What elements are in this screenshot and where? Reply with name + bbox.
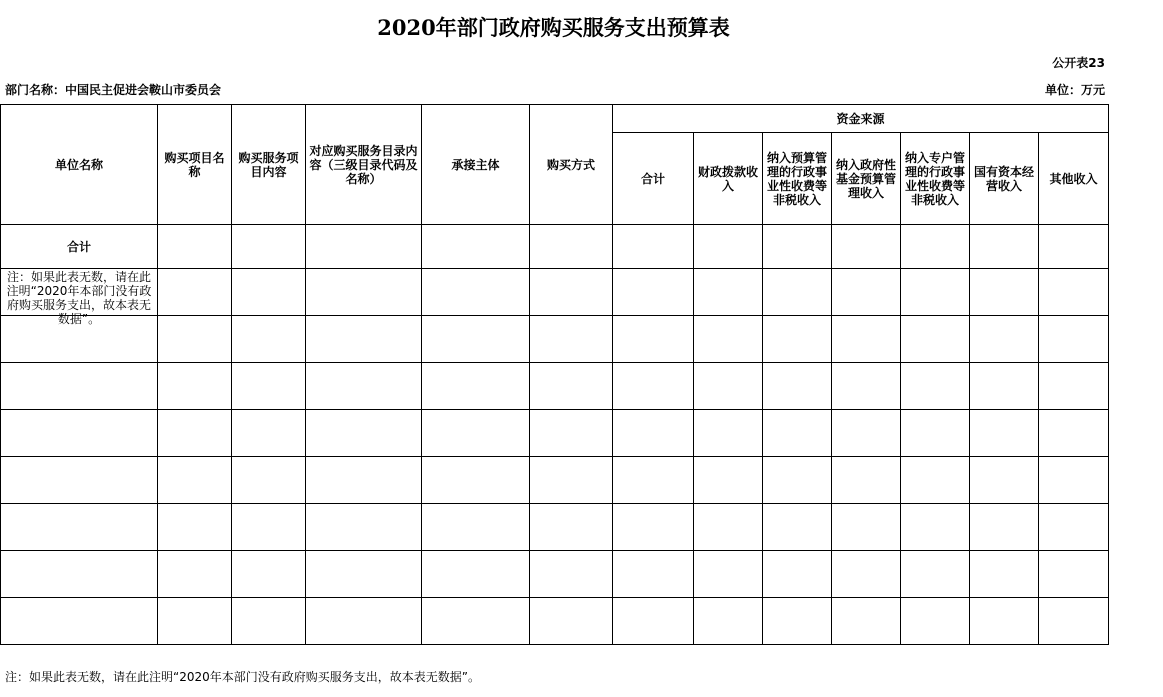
table-row	[1, 410, 1109, 457]
table-cell[interactable]	[1039, 598, 1109, 645]
header-undertaker: 承接主体	[422, 105, 530, 225]
table-cell[interactable]	[901, 504, 970, 551]
table-cell[interactable]	[901, 363, 970, 410]
table-cell[interactable]	[832, 363, 901, 410]
table-cell[interactable]	[901, 598, 970, 645]
table-cell[interactable]	[763, 269, 832, 316]
table-cell[interactable]	[763, 457, 832, 504]
table-cell[interactable]	[1, 504, 158, 551]
table-cell[interactable]	[530, 225, 613, 269]
header-special-account: 纳入专户管理的行政事业性收费等非税收入	[901, 133, 970, 225]
header-other: 其他收入	[1039, 133, 1109, 225]
table-cell[interactable]	[306, 269, 422, 316]
table-cell[interactable]	[306, 363, 422, 410]
table-cell[interactable]	[232, 504, 306, 551]
table-cell[interactable]	[1039, 363, 1109, 410]
table-cell[interactable]	[970, 598, 1039, 645]
table-cell[interactable]	[158, 598, 232, 645]
table-cell[interactable]	[232, 316, 306, 363]
table-cell[interactable]	[694, 457, 763, 504]
table-cell[interactable]	[1, 598, 158, 645]
table-cell[interactable]	[422, 225, 530, 269]
table-cell[interactable]	[232, 363, 306, 410]
table-cell[interactable]	[694, 269, 763, 316]
table-cell[interactable]	[306, 410, 422, 457]
table-cell[interactable]	[422, 504, 530, 551]
table-cell[interactable]	[763, 551, 832, 598]
table-cell[interactable]	[613, 598, 694, 645]
table-cell[interactable]	[1039, 457, 1109, 504]
table-cell[interactable]	[232, 225, 306, 269]
table-cell[interactable]	[232, 457, 306, 504]
table-number: 公开表23	[1052, 56, 1105, 70]
table-cell[interactable]	[1039, 225, 1109, 269]
table-cell[interactable]	[1, 457, 158, 504]
table-cell[interactable]	[530, 363, 613, 410]
table-cell[interactable]	[901, 410, 970, 457]
table-cell[interactable]	[306, 316, 422, 363]
table-cell[interactable]	[1, 551, 158, 598]
header-service-content: 购买服务项目内容	[232, 105, 306, 225]
table-cell[interactable]	[306, 551, 422, 598]
table-cell[interactable]	[694, 225, 763, 269]
header-state-capital: 国有资本经营收入	[970, 133, 1039, 225]
table-cell[interactable]	[530, 598, 613, 645]
table-row	[1, 457, 1109, 504]
table-cell[interactable]	[1039, 551, 1109, 598]
table-cell[interactable]	[232, 269, 306, 316]
table-cell[interactable]	[1039, 410, 1109, 457]
budget-table	[0, 104, 1109, 645]
table-cell[interactable]	[232, 551, 306, 598]
table-cell[interactable]	[613, 363, 694, 410]
table-cell[interactable]	[158, 316, 232, 363]
table-cell[interactable]	[832, 269, 901, 316]
table-cell[interactable]	[763, 410, 832, 457]
table-cell[interactable]	[763, 598, 832, 645]
table-cell[interactable]	[306, 225, 422, 269]
table-cell[interactable]	[763, 363, 832, 410]
table-row	[1, 269, 1109, 316]
table-row	[1, 551, 1109, 598]
table-cell[interactable]	[613, 504, 694, 551]
table-cell[interactable]	[422, 457, 530, 504]
table-cell[interactable]	[613, 316, 694, 363]
table-cell[interactable]	[970, 457, 1039, 504]
table-cell[interactable]	[970, 363, 1039, 410]
table-cell[interactable]	[970, 225, 1039, 269]
table-cell[interactable]	[530, 551, 613, 598]
header-item-name: 购买项目名称	[158, 105, 232, 225]
table-cell[interactable]	[694, 504, 763, 551]
header-unit-name: 单位名称	[1, 105, 158, 225]
table-cell[interactable]	[832, 225, 901, 269]
table-row-total	[1, 225, 1109, 269]
footnote: 注：如果此表无数，请在此注明“2020年本部门没有政府购买服务支出，故本表无数据”。	[5, 670, 480, 684]
table-cell[interactable]	[970, 551, 1039, 598]
table-cell[interactable]	[306, 457, 422, 504]
table-cell[interactable]	[158, 410, 232, 457]
table-cell[interactable]	[694, 551, 763, 598]
table-cell[interactable]	[970, 269, 1039, 316]
table-cell[interactable]	[763, 504, 832, 551]
table-cell[interactable]	[1, 363, 158, 410]
table-cell[interactable]	[158, 225, 232, 269]
table-cell[interactable]	[832, 504, 901, 551]
table-cell[interactable]	[832, 598, 901, 645]
table-row	[1, 504, 1109, 551]
header-total: 合计	[613, 133, 694, 225]
header-fiscal: 财政拨款收入	[694, 133, 763, 225]
table-cell[interactable]	[613, 225, 694, 269]
table-cell[interactable]	[1, 410, 158, 457]
table-cell[interactable]	[901, 457, 970, 504]
table-cell[interactable]	[613, 457, 694, 504]
table-cell[interactable]	[158, 457, 232, 504]
table-cell[interactable]	[530, 457, 613, 504]
table-cell[interactable]	[306, 504, 422, 551]
table-cell[interactable]	[232, 598, 306, 645]
table-cell[interactable]	[422, 598, 530, 645]
table-cell[interactable]	[970, 316, 1039, 363]
table-cell[interactable]	[306, 598, 422, 645]
table-cell[interactable]	[1039, 504, 1109, 551]
header-method: 购买方式	[530, 105, 613, 225]
table-cell[interactable]	[901, 551, 970, 598]
table-cell[interactable]	[530, 316, 613, 363]
table-cell[interactable]	[970, 410, 1039, 457]
department-name: 部门名称：中国民主促进会鞍山市委员会	[5, 83, 222, 97]
table-cell[interactable]	[422, 363, 530, 410]
table-cell[interactable]	[530, 410, 613, 457]
header-budget-admin: 纳入预算管理的行政事业性收费等非税收入	[763, 133, 832, 225]
table-cell[interactable]	[158, 363, 232, 410]
table-cell[interactable]	[832, 457, 901, 504]
table-cell[interactable]	[613, 269, 694, 316]
header-catalog: 对应购买服务目录内容（三级目录代码及名称）	[306, 105, 422, 225]
table-cell[interactable]	[694, 410, 763, 457]
table-cell[interactable]	[1039, 316, 1109, 363]
table-cell[interactable]	[832, 410, 901, 457]
header-fund-source: 资金来源	[613, 105, 1109, 133]
table-cell[interactable]	[694, 316, 763, 363]
table-cell[interactable]	[901, 225, 970, 269]
table-cell[interactable]	[832, 316, 901, 363]
unit-label: 单位：万元	[1044, 83, 1105, 97]
header-gov-fund: 纳入政府性基金预算管理收入	[832, 133, 901, 225]
table-cell[interactable]	[613, 551, 694, 598]
table-cell[interactable]	[901, 316, 970, 363]
table-cell[interactable]	[694, 598, 763, 645]
table-cell[interactable]	[613, 410, 694, 457]
table-cell[interactable]	[901, 269, 970, 316]
table-cell[interactable]	[694, 363, 763, 410]
table-cell[interactable]	[422, 316, 530, 363]
table-cell[interactable]	[422, 269, 530, 316]
table-row	[1, 316, 1109, 363]
table-row	[1, 598, 1109, 645]
table-row	[1, 363, 1109, 410]
table-cell[interactable]	[970, 504, 1039, 551]
table-cell[interactable]	[832, 551, 901, 598]
table-cell[interactable]	[763, 316, 832, 363]
table-cell[interactable]	[763, 225, 832, 269]
table-cell[interactable]	[530, 269, 613, 316]
table-cell[interactable]	[422, 551, 530, 598]
table-cell[interactable]	[232, 410, 306, 457]
total-label: 合计	[1, 225, 158, 269]
table-cell[interactable]	[158, 269, 232, 316]
table-cell[interactable]	[158, 504, 232, 551]
table-cell[interactable]	[158, 551, 232, 598]
table-cell[interactable]	[422, 410, 530, 457]
page-title: 2020年部门政府购买服务支出预算表	[377, 15, 730, 40]
note-cell-text: 注：如果此表无数，请在此注明“2020年本部门没有政府购买服务支出，故本表无数据”。	[6, 270, 152, 326]
table-cell[interactable]	[1039, 269, 1109, 316]
note-cell[interactable]	[1, 269, 158, 326]
table-cell[interactable]	[530, 504, 613, 551]
